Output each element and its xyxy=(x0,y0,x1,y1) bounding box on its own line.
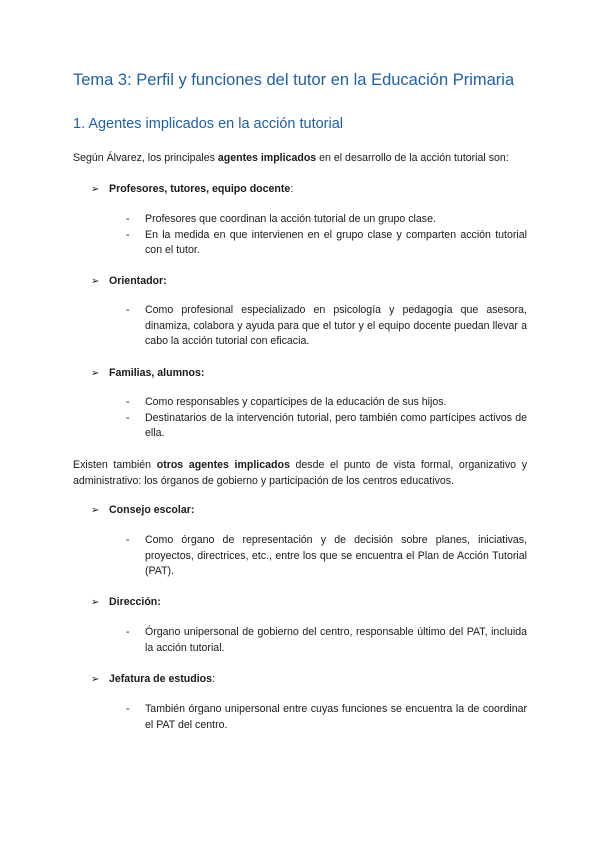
agent-list-jefatura xyxy=(124,702,527,733)
intro-text-bold: agentes implicados xyxy=(217,152,317,164)
page-title: Tema 3: Perfil y funciones del tutor en la Educación Primaria xyxy=(73,71,515,89)
arrow-bullet-icon: ➢ xyxy=(91,184,100,195)
arrow-bullet-icon: ➢ xyxy=(91,276,100,287)
list-item: - Como órgano de representación y de decisión sobre planes, iniciativas, proyectos, directrices, etc., entre los que se encuentra el Plan de Acción Tutorial (PAT). xyxy=(126,534,527,577)
agent-heading-direccion: ➢ Dirección: xyxy=(91,594,161,611)
arrow-bullet-icon: ➢ xyxy=(91,597,100,608)
arrow-bullet-icon: ➢ xyxy=(91,505,100,516)
agent-list-direccion xyxy=(124,625,527,656)
arrow-bullet-icon: ➢ xyxy=(91,368,100,379)
list-item: - Órgano unipersonal de gobierno del centro, responsable último del PAT, incluida la acción tutorial. xyxy=(126,626,527,654)
other-text-bold: otros agentes implicados xyxy=(156,459,290,471)
agent-heading-profesores: ➢ Profesores, tutores, equipo docente: xyxy=(91,181,293,198)
agent-list-orientador xyxy=(124,303,527,350)
list-item: - También órgano unipersonal entre cuyas funciones se encuentra la de coordinar el PAT del centro. xyxy=(126,703,527,731)
intro-text-post: en el desarrollo de la acción tutorial son: xyxy=(316,152,509,164)
other-agents-paragraph xyxy=(73,457,527,489)
agent-list-profesores xyxy=(124,212,527,259)
list-item: - Profesores que coordinan la acción tutorial de un grupo clase. xyxy=(126,213,436,225)
intro-paragraph xyxy=(73,150,527,166)
agent-heading-orientador: ➢ Orientador: xyxy=(91,273,167,290)
other-text-post: desde el punto de vista formal, organizativo y administrativo: los órganos de gobierno y participación de los centros educativos. xyxy=(73,459,527,487)
agent-heading-familias: ➢ Familias, alumnos: xyxy=(91,365,204,382)
agent-list-familias xyxy=(124,395,527,442)
list-item: - Como responsables y copartícipes de la educación de sus hijos. xyxy=(126,396,447,408)
list-item: - En la medida en que intervienen en el grupo clase y comparten acción tutorial con el tutor. xyxy=(126,228,527,256)
section-heading: 1. Agentes implicados en la acción tutorial xyxy=(73,116,344,132)
agent-list-consejo-escolar xyxy=(124,533,527,580)
list-item: - Como profesional especializado en psicología y pedagogía que asesora, dinamiza, colabora y ayuda para que el tutor y el equipo docente puedan llevar a cabo la acción tutorial con eficacia. xyxy=(126,304,527,347)
list-item: - Destinatarios de la intervención tutorial, pero también como partícipes activos de ella. xyxy=(126,411,527,439)
arrow-bullet-icon: ➢ xyxy=(91,674,100,685)
agent-heading-consejo-escolar: ➢ Consejo escolar: xyxy=(91,502,194,519)
other-text-pre: Existen también xyxy=(73,459,157,471)
agent-heading-jefatura: ➢ Jefatura de estudios: xyxy=(91,671,215,688)
intro-text-pre: Según Álvarez, los principales xyxy=(73,152,218,164)
